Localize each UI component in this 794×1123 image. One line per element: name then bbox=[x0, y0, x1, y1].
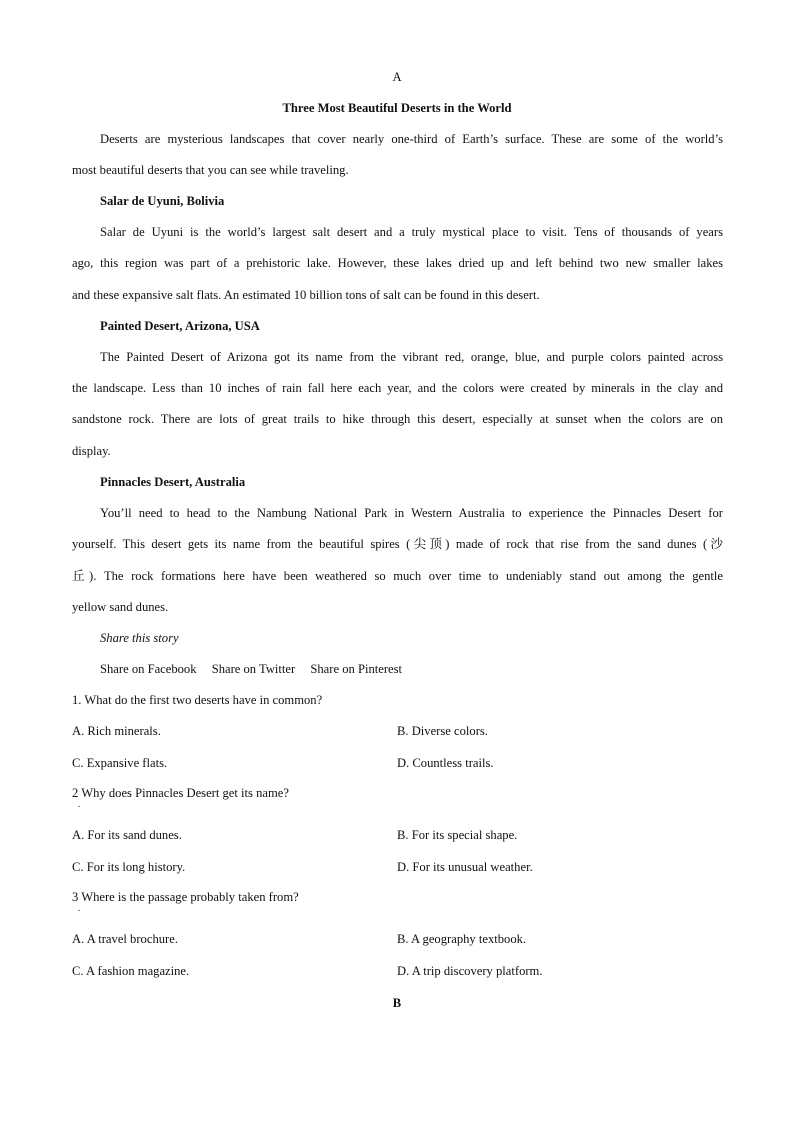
pinnacles-line-3: 丘). The rock formations here have been weathered so much over time to undeniably stand out among the gentle bbox=[72, 569, 723, 583]
passage-title: Three Most Beautiful Deserts in the World bbox=[282, 101, 512, 115]
intro-line-2: most beautiful deserts that you can see while traveling. bbox=[72, 163, 349, 177]
question-1-option-d[interactable]: D. Countless trails. bbox=[397, 756, 494, 770]
question-2-option-b[interactable]: B. For its special shape. bbox=[397, 828, 518, 842]
intro-line-1: Deserts are mysterious landscapes that cover nearly one-third of Earth’s surface. These are some of the world’s bbox=[100, 132, 723, 146]
salar-line-3: and these expansive salt flats. An estimated 10 billion tons of salt can be found in this desert. bbox=[72, 288, 540, 302]
question-2-stem: 2 Why does Pinnacles Desert get its name? bbox=[72, 786, 289, 800]
question-3-option-b[interactable]: B. A geography textbook. bbox=[397, 932, 527, 946]
salar-line-2: ago, this region was part of a prehistoric lake. However, these lakes dried up and left behind two new smaller lakes bbox=[72, 256, 723, 270]
painted-line-3: sandstone rock. There are lots of great trails to hike through this desert, especially at sunset when the colors are on bbox=[72, 412, 723, 426]
desert-heading-salar: Salar de Uyuni, Bolivia bbox=[100, 194, 225, 208]
share-facebook-link[interactable]: Share on Facebook bbox=[100, 662, 197, 676]
share-pinterest-link[interactable]: Share on Pinterest bbox=[310, 662, 403, 676]
painted-line-4: display. bbox=[72, 444, 111, 458]
share-label: Share this story bbox=[100, 631, 179, 645]
question-1-option-b[interactable]: B. Diverse colors. bbox=[397, 724, 488, 738]
question-1-option-a[interactable]: A. Rich minerals. bbox=[72, 724, 161, 738]
pinnacles-line-1: You’ll need to head to the Nambung National Park in Western Australia to experience the Pinnacles Desert for bbox=[100, 506, 723, 520]
section-b-letter: B bbox=[392, 996, 402, 1010]
painted-line-2: the landscape. Less than 10 inches of rain fall here each year, and the colors were created by minerals in the clay and bbox=[72, 381, 723, 395]
salar-line-1: Salar de Uyuni is the world’s largest salt desert and a truly mystical place to visit. Tens of thousands of years bbox=[100, 225, 723, 239]
question-3-stem: 3 Where is the passage probably taken from? bbox=[72, 890, 299, 904]
desert-heading-painted: Painted Desert, Arizona, USA bbox=[100, 319, 260, 333]
question-2-number-dot: . bbox=[78, 799, 81, 809]
desert-heading-pinnacles: Pinnacles Desert, Australia bbox=[100, 475, 246, 489]
pinnacles-line-2: yourself. This desert gets its name from the beautiful spires (尖顶) made of rock that rise from the sand dunes (沙 bbox=[72, 537, 723, 551]
question-3-option-d[interactable]: D. A trip discovery platform. bbox=[397, 964, 543, 978]
question-1-stem: 1. What do the first two deserts have in common? bbox=[72, 693, 323, 707]
question-1-option-c[interactable]: C. Expansive flats. bbox=[72, 756, 168, 770]
pinnacles-line-4: yellow sand dunes. bbox=[72, 600, 169, 614]
question-3-option-a[interactable]: A. A travel brochure. bbox=[72, 932, 178, 946]
question-3-number-dot: . bbox=[78, 903, 81, 913]
share-twitter-link[interactable]: Share on Twitter bbox=[211, 662, 296, 676]
question-2-option-a[interactable]: A. For its sand dunes. bbox=[72, 828, 182, 842]
question-2-option-c[interactable]: C. For its long history. bbox=[72, 860, 186, 874]
section-a-letter: A bbox=[392, 70, 402, 84]
question-3-option-c[interactable]: C. A fashion magazine. bbox=[72, 964, 190, 978]
painted-line-1: The Painted Desert of Arizona got its name from the vibrant red, orange, blue, and purple colors painted across bbox=[100, 350, 723, 364]
share-links bbox=[100, 661, 723, 677]
question-2-option-d[interactable]: D. For its unusual weather. bbox=[397, 860, 533, 874]
